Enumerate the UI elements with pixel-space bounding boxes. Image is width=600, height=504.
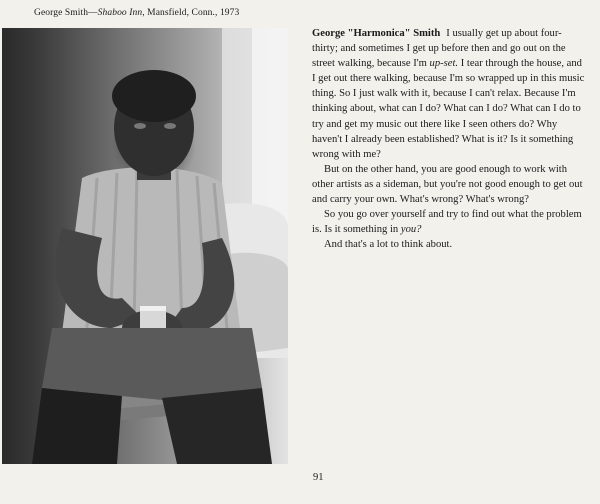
paragraph-1-part-b: I tear through the house, and I get out there walking, because I'm so wrapped up in this music thing. So I just walk with it, because I can't relax. Because I'm thinking about, what can I do? What can I do? What can I do to try and get my music out there like I seen others do? Why haven't I already been established? What is it? Is it something wrong with me? — [312, 58, 585, 160]
paragraph-4: And that's a lot to think about. — [324, 239, 453, 251]
caption-place-year: Mansfield, Conn., 1973 — [144, 8, 240, 18]
paragraph-2: But on the other hand, you are good enough to work with other artists as a sideman, but you're not good enough to get out and carry your own. What's wrong? What's wrong? — [312, 163, 583, 206]
paragraph-3 — [312, 207, 586, 237]
speaker-name: George "Harmonica" Smith — [312, 28, 441, 39]
paragraph-1-emphasis: up-set. — [429, 58, 459, 70]
paragraph-1-part-a: I usually get up about four-thirty; and sometimes I get up before then and go out on the street walking, because I'm — [312, 28, 566, 70]
paragraph-3-emphasis: you? — [400, 224, 422, 236]
caption-venue: Shaboo Inn, — [97, 8, 145, 18]
paragraph-1 — [312, 26, 586, 162]
portrait-photo — [2, 28, 288, 464]
photo-caption — [34, 8, 239, 18]
paragraph-3-part-a: So you go over yourself and try to find out what the problem is. Is it something in — [312, 209, 582, 236]
caption-name: George Smith— — [34, 8, 98, 18]
portrait-illustration — [2, 28, 288, 464]
page-number: 91 — [313, 472, 324, 483]
interview-text — [312, 26, 586, 252]
